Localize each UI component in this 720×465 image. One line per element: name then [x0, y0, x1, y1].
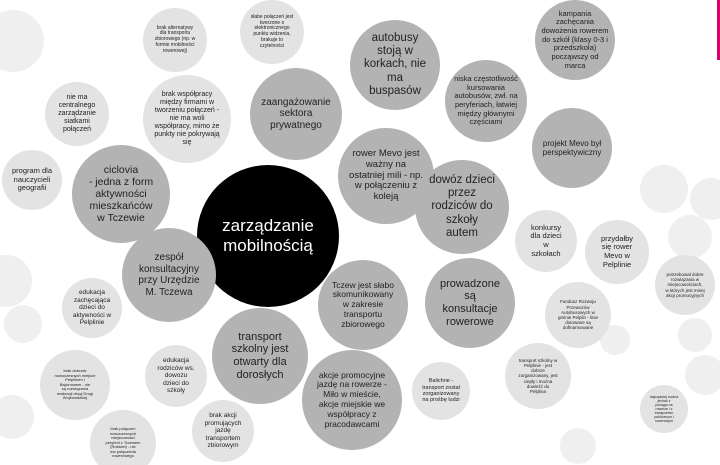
topic-bubble-przydalby[interactable]: przydałby się rower Mevo w Pelplinie [585, 220, 649, 284]
topic-bubble-rower-mevo[interactable]: rower Mevo jest ważny na ostatniej mili - np. w połączeniu z koleją [338, 128, 434, 224]
empty-bubble [668, 215, 712, 259]
topic-bubble-zaangazowanie[interactable]: zaangażowanie sektora prywatnego [250, 68, 342, 160]
empty-bubble [0, 255, 32, 307]
topic-bubble-tczew-slabo[interactable]: Tczew jest słabo skomunikowany w zakresie transportu zbiorowego [318, 260, 408, 350]
empty-bubble [640, 165, 688, 213]
empty-bubble [0, 10, 44, 72]
topic-bubble-niska-czestotliwosc[interactable]: niska częstotliwość kursowania autobusów, zwł. na peryferiach, łatwiej między głównymi częściami [445, 60, 527, 142]
topic-bubble-brak-akcji[interactable]: brak akcji promujących jazdę transportem zbiorowym [192, 400, 254, 462]
topic-bubble-dowoz[interactable]: dowóz dzieci przez rodziców do szkoły autem [415, 160, 509, 254]
topic-bubble-program-nauczyciel[interactable]: program dla nauczycieli geografii [2, 150, 62, 210]
empty-bubble [690, 178, 720, 220]
topic-bubble-potrzebowal[interactable]: potrzebował dobre rozwiązania w miejscowościach, w których jest mniej akcji promocyjnych [655, 255, 715, 315]
topic-bubble-brak-wspolpracy[interactable]: brak współpracy między firmami w tworzeniu połączeń - nie ma woli współpracy, mimo że punkty nie pokrywają się [143, 75, 231, 163]
topic-bubble-konkursy[interactable]: konkursy dla dzieci w szkołach [515, 210, 577, 272]
topic-bubble-fundusz[interactable]: Fundusz Rozwoju Przewozów Autobusowych w gminie Pelplin - linie dotowane są dofinansowane [545, 282, 611, 348]
central-topic-bubble[interactable]: zarządzanie mobilnością [197, 165, 339, 307]
topic-bubble-akcje-promocyjne[interactable]: akcje promocyjne jazdę na rowerze - Miło w mieście, akcje miejskie we współpracy z pracodawcami [302, 350, 402, 450]
topic-bubble-maly-prawy[interactable]: najczęściej można jechać z pociągu na rowerze i z transportem publicznym i rowerowym [640, 385, 688, 433]
empty-bubble [678, 318, 712, 352]
topic-bubble-brak-polaczen[interactable]: brak połączeń nowoczesnych miejscowości peryferii z Tczewem (Rokiciel) - nie ma połączenia rowerowego [90, 410, 156, 465]
empty-bubble [685, 355, 720, 395]
empty-bubble [0, 395, 34, 439]
topic-bubble-zespol[interactable]: zespół konsultacyjny przy Urzędzie M. Tczewa [122, 228, 216, 322]
topic-bubble-edukacja-zachecajaca[interactable]: edukacja zachęcająca dzieci do aktywności w Pelplinie [62, 278, 122, 338]
empty-bubble [560, 428, 596, 464]
topic-bubble-prowadzone[interactable]: prowadzone są konsultacje rowerowe [425, 258, 515, 348]
topic-bubble-slabe-polaczenie[interactable]: słabe połączeń jest tworzone o elektronicznego punktu widzenia, brakuje to czytelności [240, 0, 304, 64]
topic-bubble-ciclovia[interactable]: ciclovia - jedna z form aktywności mieszkańców w Tczewie [72, 145, 170, 243]
topic-bubble-edukacja-rodzicow[interactable]: edukacja rodziców ws. dowozu dzieci do szkoły [145, 345, 207, 407]
topic-bubble-autobusy[interactable]: autobusy stoją w korkach, nie ma buspasów [350, 20, 440, 110]
topic-bubble-transport-pelplin[interactable]: transport szkolny w Pelplinie - jest dobrze zorganizowany, jest ciepły i można dowieźć do Pelplina [505, 343, 571, 409]
topic-bubble-transport-szkolny[interactable]: transport szkolny jest otwarty dla dorosłych [212, 308, 308, 404]
topic-bubble-brak-alternatywy[interactable]: brak alternatywy dla transportu zbiorowego (np. w formie mobilności rowerowej) [143, 8, 207, 72]
topic-bubble-nie-ma-centralnego[interactable]: nie ma centralnego zarządzanie siatkami połączeń [45, 82, 109, 146]
empty-bubble [4, 305, 42, 343]
topic-bubble-balichne[interactable]: Balichne - transport został zorganizowany na prośbę ludzi [412, 362, 470, 420]
topic-bubble-kampania[interactable]: kampania zachęcania dowożenia rowerem do szkół (klasy 0-3 i przedszkola) począwszy od marca [535, 0, 615, 80]
topic-bubble-brak-dobrzek[interactable]: brak dobrzek nowoczesnych miejsce Pelplinem i Bajcinowem - nie są rozwiązania realizacji drogi Drogi Wojewódzkiej [40, 350, 110, 420]
topic-bubble-projekt-mevo[interactable]: projekt Mevo był perspektywiczny [532, 108, 612, 188]
